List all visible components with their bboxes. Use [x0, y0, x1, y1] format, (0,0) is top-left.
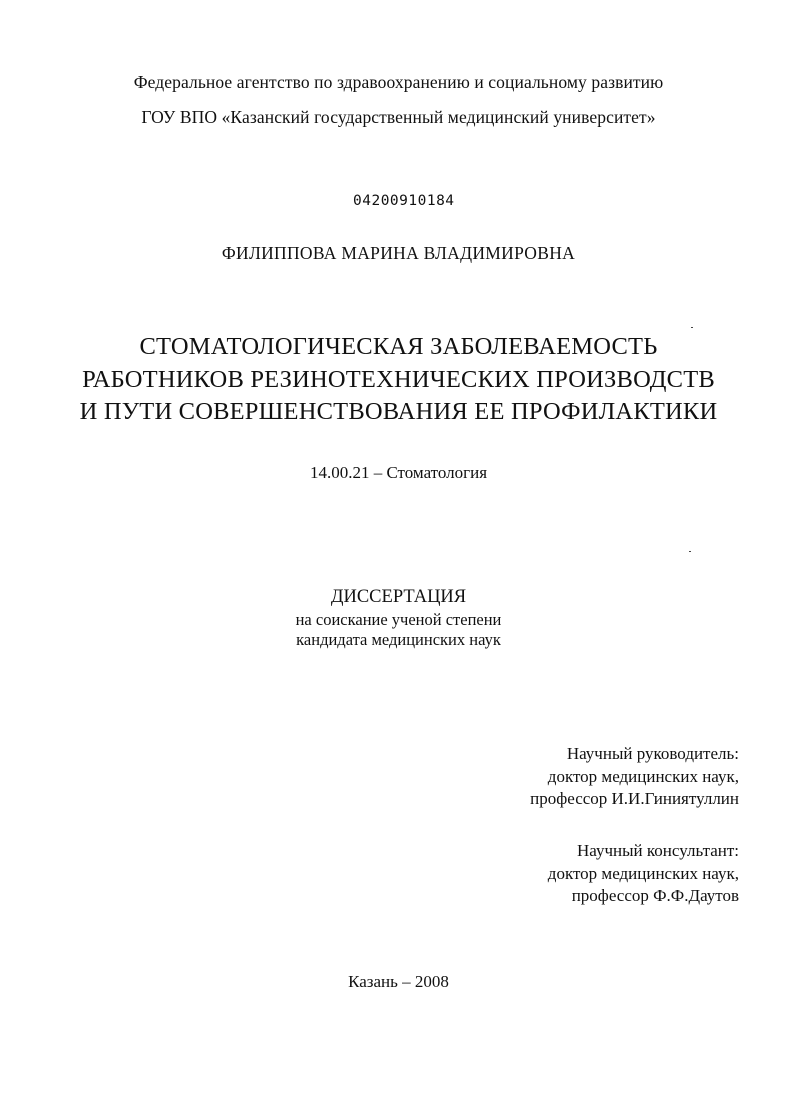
supervisor-name: профессор И.И.Гиниятуллин [530, 789, 739, 808]
title-line-3: И ПУТИ СОВЕРШЕНСТВОВАНИЯ ЕЕ ПРОФИЛАКТИКИ [79, 398, 718, 425]
consultant-degree: доктор медицинских наук, [547, 863, 739, 883]
title-line-2: РАБОТНИКОВ РЕЗИНОТЕХНИЧЕСКИХ ПРОИЗВОДСТВ [82, 366, 715, 393]
consultant-block [548, 840, 739, 908]
university-name: ГОУ ВПО «Казанский государственный медицинский университет» [141, 107, 656, 127]
consultant-name: профессор Ф.Ф.Даутов [571, 886, 739, 905]
degree-line-1: на соискание ученой степени [295, 610, 502, 629]
author-name: ФИЛИППОВА МАРИНА ВЛАДИМИРОВНА [221, 243, 576, 263]
title-line-1: СТОМАТОЛОГИЧЕСКАЯ ЗАБОЛЕВАЕМОСТЬ [139, 333, 658, 360]
supervisor-degree: доктор медицинских наук, [547, 766, 739, 786]
dissertation-type: ДИССЕРТАЦИЯ [330, 587, 467, 607]
supervisor-block [530, 743, 739, 811]
degree-line-2: кандидата медицинских наук [296, 630, 501, 649]
document-number: 04200910184 [353, 193, 455, 209]
consultant-role: Научный консультант: [577, 841, 739, 860]
specialty: 14.00.21 – Стоматология [309, 463, 488, 482]
scan-speck [689, 551, 691, 552]
scan-speck [691, 327, 693, 328]
agency-name: Федеральное агентство по здравоохранению и социальному развитию [133, 72, 664, 92]
city-year: Казань – 2008 [348, 972, 449, 991]
supervisor-role: Научный руководитель: [566, 744, 739, 763]
